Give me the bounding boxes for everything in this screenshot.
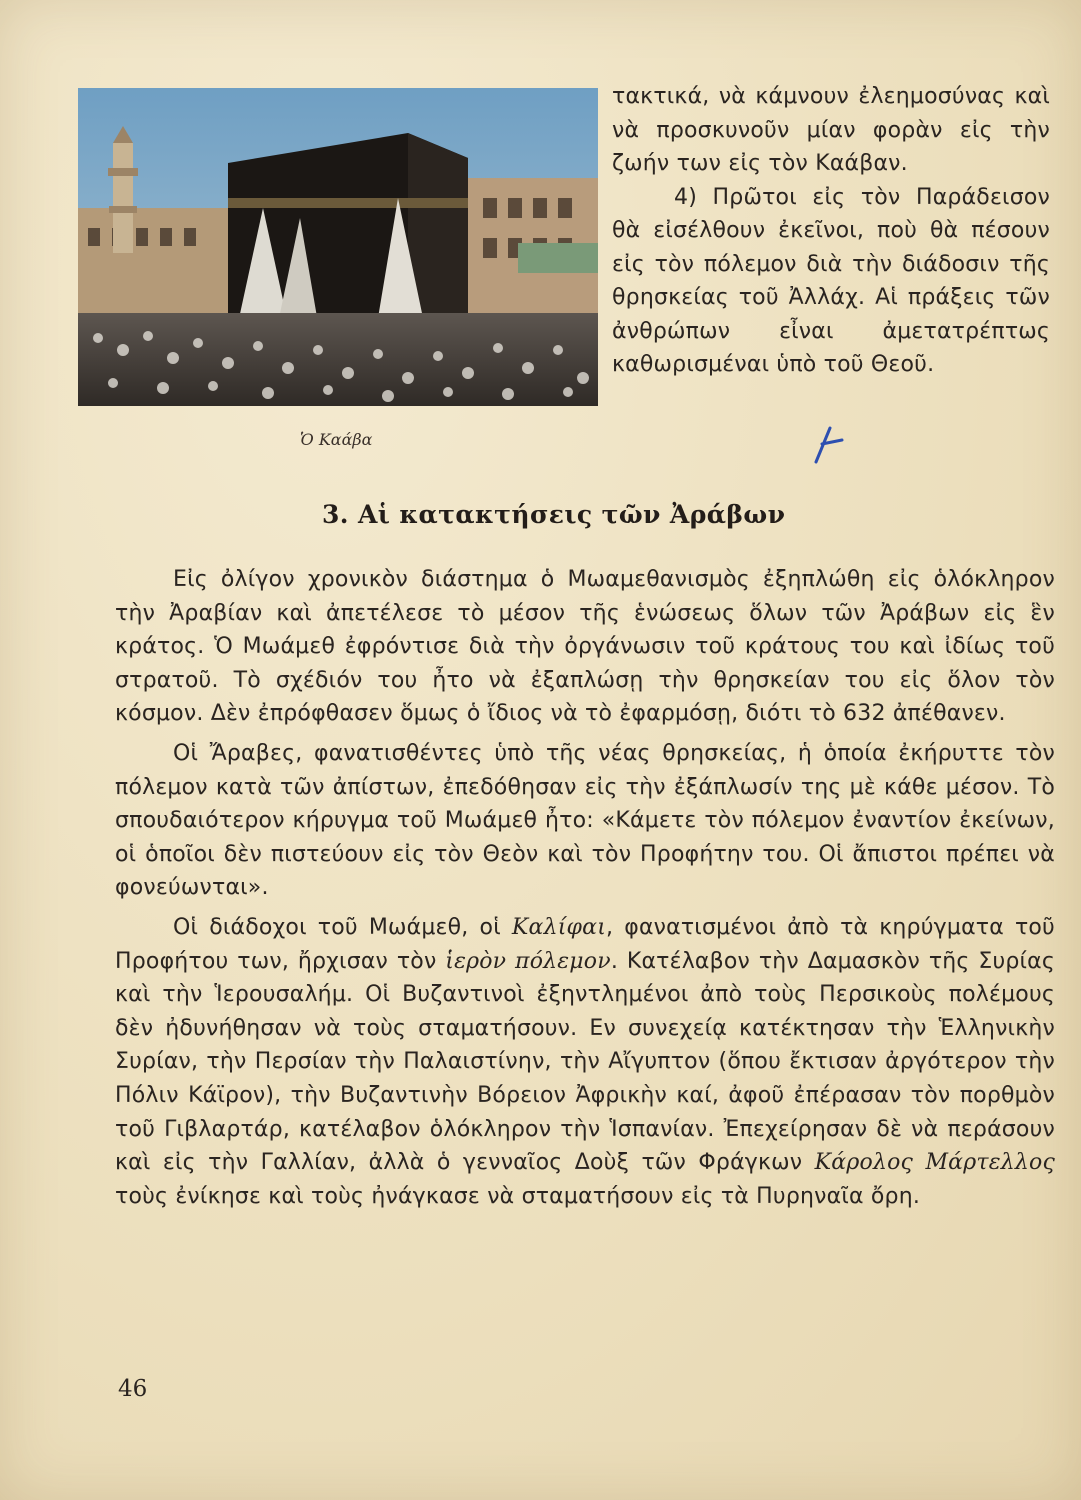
p3-text-d: τοὺς ἐνίκησε καὶ τοὺς ἠνάγκασε νὰ σταματήσουν εἰς τὰ Πυρηναῖα ὄρη. (115, 1183, 921, 1209)
term-charles-martel: Κάρολος Μάρτελλος (814, 1150, 1055, 1176)
side-column (612, 80, 1050, 382)
kaaba-photo (78, 88, 598, 406)
side-paragraph-continued: τακτικά, νὰ κάμνουν ἐλεημοσύνας καὶ νὰ προσκυνοῦν μίαν φορὰν εἰς τὴν ζωήν των εἰς τὸν Καάβαν. (612, 84, 1050, 176)
term-holy-war: ἱερὸν πόλεμον (445, 948, 611, 974)
section-heading: 3. Αἱ κατακτήσεις τῶν Ἀράβων (322, 500, 786, 529)
main-paragraph-3 (115, 911, 1055, 1213)
p3-text-b: , φανατισμένοι ἀπὸ τὰ κηρύγματα τοῦ Προφήτου των, ἤρχισαν τὸν (115, 914, 1055, 974)
side-point-4: 4) Πρῶτοι εἰς τὸν Παράδεισον θὰ εἰσέλθουν ἐκεῖνοι, ποὺ θὰ πέσουν εἰς τὸν πόλεμον διὰ τὴν διάδοσιν τῆς θρησκείας τοῦ Ἀλλάχ. Αἱ πράξεις τῶν ἀνθρώπων εἶναι ἀμετατρέπτως καθωρισμέναι ὑπὸ τοῦ Θεοῦ. (612, 184, 1050, 377)
term-kalifai: Καλίφαι (511, 914, 607, 940)
main-paragraph-1: Εἰς ὀλίγον χρονικὸν διάστημα ὁ Μωαμεθανισμὸς ἐξηπλώθη εἰς ὁλόκληρον τὴν Ἀραβίαν καὶ ἀπετέλεσε τὸ μέσον τῆς ἑνώσεως ὅλων τῶν Ἀράβων εἰς ἓν κράτος. Ὁ Μωάμεθ ἐφρόντισε διὰ τὴν ὀργάνωσιν τοῦ κράτους του καὶ ἰδίως τοῦ στρατοῦ. Τὸ σχέδιόν του ἦτο νὰ ἐξαπλώσῃ τὴν θρησκείαν του εἰς ὅλον τὸν κόσμον. Δὲν ἐπρόφθασεν ὅμως ὁ ἴδιος νὰ τὸ ἐφαρμόσῃ, διότι τὸ 632 ἀπέθανεν. (115, 567, 1055, 727)
photo-caption: Ὁ Καάβα (300, 430, 373, 449)
main-paragraph-2: Οἱ Ἄραβες, φανατισθέντες ὑπὸ τῆς νέας θρησκείας, ἡ ὁποία ἐκήρυττε τὸν πόλεμον κατὰ τῶν ἀπίστων, ἐπεδόθησαν εἰς τὴν ἐξάπλωσίν της μὲ κάθε μέσον. Τὸ σπουδαιότερον κήρυγμα τοῦ Μωάμεθ ἦτο: «Κάμετε τὸν πόλεμον ἐναντίον ἐκείνων, οἱ ὁποῖοι δὲν πιστεύουν εἰς τὸν Θεὸν καὶ τὸν Προφήτην του. Οἱ ἄπιστοι πρέπει νὰ φονεύωνται». (115, 740, 1055, 901)
page-number: 46 (118, 1376, 148, 1402)
p3-text-a: Οἱ διάδοχοι τοῦ Μωάμεθ, οἱ (173, 914, 512, 940)
p3-text-c: . Κατέλαβον τὴν Δαμασκὸν τῆς Συρίας καὶ τὴν Ἱερουσαλήμ. Οἱ Βυζαντινοὶ ἐξηντλημένοι ἀπὸ τοὺς Περσικοὺς πολέμους δὲν ἠδυνήθησαν νὰ τοὺς σταματήσουν. Εν συνεχείᾳ κατέκτησαν τὴν Ἑλληνικὴν Συρίαν, τὴν Περσίαν τὴν Παλαιστίνην, τὴν Αἴγυπτον (ὅπου ἔκτισαν ἀργότερον τὴν Πόλιν Κάϊρον), τὴν Βυζαντινὴν Βόρειον Ἀφρικὴν καί, ἀφοῦ ἐπέρασαν τὸν πορθμὸν τοῦ Γιβλαρτάρ, κατέλαβον ὁλόκληρον τὴν Ἱσπανίαν. Ἐπεχείρησαν δὲ νὰ περάσουν καὶ εἰς τὴν Γαλλίαν, ἀλλὰ ὁ γενναῖος Δοὺξ τῶν Φράγκων (115, 948, 1055, 1176)
main-text (115, 563, 1055, 1219)
pen-mark-icon (808, 422, 848, 472)
